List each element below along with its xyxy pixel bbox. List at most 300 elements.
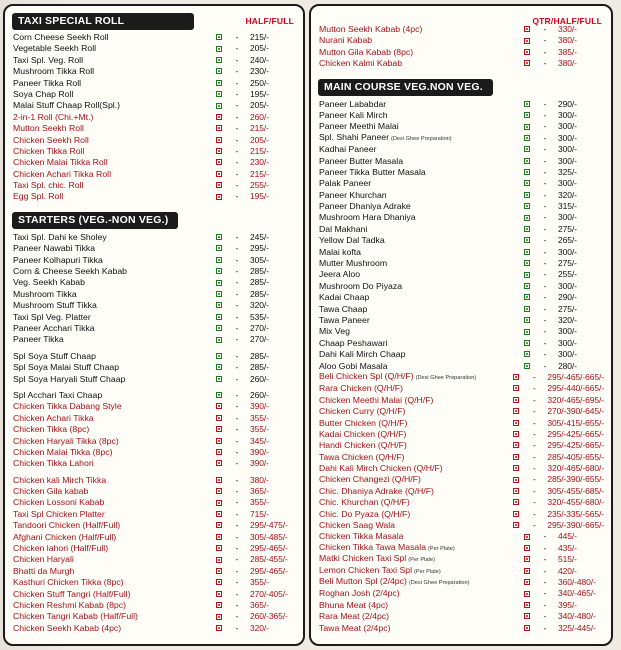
item-name: Paneer Lababdar: [319, 98, 387, 109]
item-price: 255/-: [558, 269, 577, 280]
nonveg-mark-icon: [522, 588, 532, 599]
nonveg-mark-icon: [214, 497, 224, 508]
left-column: [3, 4, 305, 646]
price-leader: -: [543, 246, 547, 257]
item-price: 300/-: [558, 337, 577, 348]
menu-item-row: [318, 326, 604, 337]
veg-mark-icon: [522, 281, 532, 292]
item-price: 215/-: [250, 123, 269, 134]
item-name: Chicken Tikka Dabang Style: [13, 401, 122, 412]
menu-item-row: [12, 532, 296, 543]
item-name: Corn & Cheese Seekh Kabab: [13, 266, 127, 277]
item-price: 325/-445/-: [558, 622, 596, 633]
item-name: Dahi Kali Mirch Chaap: [319, 349, 406, 360]
nonveg-mark-icon: [214, 577, 224, 588]
price-leader: -: [543, 258, 547, 269]
item-price: 280/-: [558, 360, 577, 371]
item-price: 355/-: [250, 424, 269, 435]
item-price: 390/-: [250, 458, 269, 469]
price-leader: -: [235, 458, 239, 469]
right-column: [309, 4, 613, 646]
menu-item-row: [12, 191, 296, 202]
menu-item-row: [12, 334, 296, 345]
price-leader: -: [235, 412, 239, 423]
menu-item-row: [12, 300, 296, 311]
price-leader: -: [235, 424, 239, 435]
item-price: 320/-: [558, 314, 577, 325]
veg-mark-icon: [214, 89, 224, 100]
nonveg-mark-icon: [511, 406, 521, 417]
price-leader: -: [235, 254, 239, 265]
nonveg-mark-icon: [214, 112, 224, 123]
price-leader: -: [235, 311, 239, 322]
veg-mark-icon: [522, 326, 532, 337]
item-name: Dal Makhani: [319, 223, 368, 234]
item-list-kabab-continued: [318, 24, 604, 70]
nonveg-mark-icon: [511, 497, 521, 508]
menu-item-row: [12, 577, 296, 588]
item-price: 300/-: [558, 326, 577, 337]
veg-mark-icon: [214, 312, 224, 323]
item-price: 205/-: [250, 43, 269, 54]
item-price: 315/-: [558, 201, 577, 212]
item-price: 290/-: [558, 292, 577, 303]
item-name: Corn Cheese Seekh Roll: [13, 32, 109, 42]
veg-mark-icon: [522, 201, 532, 212]
item-name: Chicken Tikka Masala: [319, 531, 404, 542]
item-name: Paneer Dhaniya Adrake: [319, 201, 411, 212]
menu-item-row: [12, 89, 296, 100]
nonveg-mark-icon: [214, 566, 224, 577]
item-name: Spl Acchari Taxi Chaap: [13, 389, 103, 400]
price-leader: -: [235, 435, 239, 446]
item-price: 305/-455/-685/-: [547, 485, 604, 496]
item-name: Spl Soya Haryali Stuff Chaap: [13, 373, 126, 384]
item-price: 300/-: [558, 212, 577, 223]
item-price: 250/-: [250, 77, 269, 88]
menu-item-row: [12, 43, 296, 54]
veg-mark-icon: [522, 361, 532, 372]
item-name: Chicken Reshmi Kabab (8pc): [13, 599, 126, 610]
price-leader: -: [532, 508, 536, 519]
menu-item-row: [12, 401, 296, 412]
item-price: 395/-: [558, 599, 577, 610]
item-note: (Per Plate): [414, 568, 441, 575]
item-price: 285/-390/-655/-: [547, 474, 604, 485]
price-leader: -: [543, 269, 547, 280]
item-name: Chicken Changezi (Q/H/F): [319, 474, 421, 485]
item-price: 285/-405/-655/-: [547, 451, 604, 462]
item-name: Chicken Tikka Roll: [13, 145, 85, 156]
veg-mark-icon: [522, 144, 532, 155]
item-name: Butter Chicken (Q/H/F): [319, 417, 408, 428]
item-note: (Desi Ghee Preparation): [391, 135, 452, 142]
price-leader: -: [532, 417, 536, 428]
price-leader: -: [543, 189, 547, 200]
veg-mark-icon: [522, 99, 532, 110]
item-name: Nurani Kabab: [319, 35, 373, 46]
nonveg-mark-icon: [511, 486, 521, 497]
item-price: 380/-: [250, 474, 269, 485]
item-name: Chicken Stuff Tangri (Half/Full): [13, 588, 131, 599]
menu-item-row: [12, 243, 296, 254]
item-name: Chicken Tikka (8pc): [13, 424, 90, 435]
item-name: Taxi Spl. chic. Roll: [13, 180, 84, 191]
menu-item-row: [318, 315, 604, 326]
item-name: Mushroom Stuff Tikka: [13, 300, 97, 311]
item-name: Mutter Mushroom: [319, 258, 388, 269]
item-name: Chicken kali Mirch Tikka: [13, 474, 107, 485]
item-price: 355/-: [250, 577, 269, 588]
item-price: 320/-: [250, 300, 269, 311]
item-price: 285/-: [250, 266, 269, 277]
menu-item-row: [12, 566, 296, 577]
item-price: 270/-390/-645/-: [547, 406, 604, 417]
price-leader: -: [235, 43, 239, 54]
section-units: QTR/HALF/FULL: [532, 16, 602, 26]
price-leader: -: [235, 32, 239, 42]
price-leader: -: [235, 180, 239, 191]
veg-mark-icon: [522, 156, 532, 167]
veg-mark-icon: [522, 133, 532, 144]
item-name: Kadai Chicken (Q/H/F): [319, 428, 407, 439]
nonveg-mark-icon: [511, 372, 521, 383]
price-leader: -: [235, 446, 239, 457]
item-name: Chicken Haryali: [13, 554, 74, 565]
menu-item-row: [12, 232, 296, 243]
item-price: 535/-: [250, 311, 269, 322]
price-leader: -: [235, 334, 239, 345]
menu-item-row: [318, 269, 604, 280]
price-leader: -: [532, 428, 536, 439]
nonveg-mark-icon: [214, 123, 224, 134]
item-price: 215/-: [250, 145, 269, 156]
item-price: 305/-415/-655/-: [547, 417, 604, 428]
price-leader: -: [235, 508, 239, 519]
item-name: Spl. Shahi Paneer (Desi Ghee Preparation): [319, 131, 452, 142]
menu-item-row: [318, 212, 604, 223]
price-leader: -: [235, 88, 239, 99]
item-name: Beli Chicken Spl (Q/H/F) (Desi Ghee Preparation): [319, 370, 477, 381]
price-leader: -: [543, 542, 547, 553]
nonveg-mark-icon: [214, 447, 224, 458]
price-leader: -: [543, 98, 547, 109]
price-leader: -: [235, 520, 239, 531]
menu-item-row: [12, 277, 296, 288]
price-leader: -: [532, 463, 536, 474]
item-price: 300/-: [558, 132, 577, 143]
menu-item-row: [318, 588, 604, 599]
item-price: 275/-: [558, 303, 577, 314]
menu-item-row: [318, 338, 604, 349]
item-name: Paneer Khurchan: [319, 189, 387, 200]
section-title: MAIN COURSE VEG.NON VEG.: [318, 79, 493, 96]
menu-item-row: [12, 289, 296, 300]
section-header-starters: [12, 212, 296, 230]
price-leader: -: [543, 235, 547, 246]
nonveg-mark-icon: [522, 623, 532, 634]
item-name: Chicken Tikka Lahori: [13, 458, 94, 469]
menu-item-row: [318, 47, 604, 58]
item-price: 385/-: [558, 46, 577, 57]
item-price: 320/-465/-695/-: [547, 394, 604, 405]
nonveg-mark-icon: [214, 589, 224, 600]
menu-item-row: [318, 156, 604, 167]
nonveg-mark-icon: [214, 611, 224, 622]
item-price: 515/-: [558, 554, 577, 565]
nonveg-mark-icon: [522, 35, 532, 46]
item-price: 380/-: [558, 35, 577, 46]
veg-mark-icon: [522, 178, 532, 189]
item-price: 235/-335/-565/-: [547, 508, 604, 519]
item-price: 295/-390/-665/-: [547, 520, 604, 531]
veg-mark-icon: [214, 323, 224, 334]
nonveg-mark-icon: [522, 566, 532, 577]
item-price: 295/-440/-665/-: [547, 383, 604, 394]
item-name: Chicken Gila kabab: [13, 486, 89, 497]
item-list-main-course: [318, 99, 604, 634]
price-leader: -: [235, 123, 239, 134]
nonveg-mark-icon: [214, 475, 224, 486]
menu-item-row: [318, 600, 604, 611]
menu-item-row: [12, 486, 296, 497]
veg-mark-icon: [522, 349, 532, 360]
item-name: Malai kofta: [319, 246, 362, 257]
menu-item-row: [12, 589, 296, 600]
price-leader: -: [532, 485, 536, 496]
item-name: Tawa Chaap: [319, 303, 368, 314]
item-price: 270/-405/-: [250, 588, 288, 599]
menu-item-row: [12, 32, 296, 43]
item-name: Dahi Kali Mirch Chicken (Q/H/F): [319, 463, 443, 474]
price-leader: -: [532, 394, 536, 405]
item-name: Chicken Meethi Malai (Q/H/F): [319, 394, 434, 405]
price-leader: -: [532, 406, 536, 417]
item-name: Paneer Nawabi Tikka: [13, 243, 96, 254]
price-leader: -: [543, 611, 547, 622]
nonveg-mark-icon: [511, 429, 521, 440]
nonveg-mark-icon: [214, 436, 224, 447]
item-price: 345/-: [250, 435, 269, 446]
price-leader: -: [235, 77, 239, 88]
price-leader: -: [235, 134, 239, 145]
nonveg-mark-icon: [522, 543, 532, 554]
item-name: Tandoori Chicken (Half/Full): [13, 520, 121, 531]
item-price: 275/-: [558, 258, 577, 269]
menu-item-row: [318, 406, 604, 417]
menu-item-row: [318, 395, 604, 406]
item-name: Kadai Chaap: [319, 292, 370, 303]
price-leader: -: [543, 314, 547, 325]
price-leader: -: [235, 54, 239, 65]
item-list-taxi-special-roll: [12, 32, 296, 203]
nonveg-mark-icon: [511, 395, 521, 406]
nonveg-mark-icon: [214, 157, 224, 168]
menu-item-row: [12, 323, 296, 334]
price-leader: -: [543, 326, 547, 337]
item-price: 435/-: [558, 542, 577, 553]
item-price: 445/-: [558, 531, 577, 542]
item-price: 230/-: [250, 157, 269, 168]
item-price: 300/-: [558, 155, 577, 166]
price-leader: -: [543, 588, 547, 599]
price-leader: -: [235, 231, 239, 242]
item-name: Paneer Meethi Malai: [319, 121, 399, 132]
menu-item-row: [318, 520, 604, 531]
price-leader: -: [543, 280, 547, 291]
item-name: Egg Spl. Roll: [13, 191, 64, 202]
item-price: 305/-: [250, 254, 269, 265]
price-leader: -: [543, 576, 547, 587]
price-leader: -: [543, 599, 547, 610]
menu-item-row: [318, 167, 604, 178]
price-leader: -: [235, 622, 239, 633]
menu-item-row: [318, 440, 604, 451]
item-price: 295/-: [250, 243, 269, 254]
price-leader: -: [235, 66, 239, 77]
menu-item-row: [12, 180, 296, 191]
price-leader: -: [543, 622, 547, 633]
veg-mark-icon: [522, 315, 532, 326]
nonveg-mark-icon: [511, 520, 521, 531]
nonveg-mark-icon: [214, 554, 224, 565]
menu-item-row: [12, 100, 296, 111]
menu-item-row: [12, 413, 296, 424]
item-name: Veg. Seekh Kabab: [13, 277, 85, 288]
item-price: 340/-480/-: [558, 611, 596, 622]
menu-item-row: [318, 418, 604, 429]
item-price: 255/-: [250, 180, 269, 191]
price-leader: -: [235, 611, 239, 622]
menu-item-row: [12, 390, 296, 401]
price-leader: -: [543, 292, 547, 303]
menu-item-row: [318, 224, 604, 235]
menu-item-row: [318, 110, 604, 121]
item-name: Aloo Gobi Masala: [319, 360, 388, 371]
nonveg-mark-icon: [522, 531, 532, 542]
item-price: 285/-455/-: [250, 554, 288, 565]
item-name: Chicken lahori (Half/Full): [13, 543, 109, 554]
price-leader: -: [235, 145, 239, 156]
item-price: 300/-: [558, 280, 577, 291]
price-leader: -: [543, 201, 547, 212]
menu-item-row: [12, 135, 296, 146]
price-leader: -: [543, 337, 547, 348]
item-price: 205/-: [250, 134, 269, 145]
item-name: Tawa Chicken (Q/H/F): [319, 451, 405, 462]
menu-item-row: [318, 611, 604, 622]
menu-item-row: [318, 304, 604, 315]
menu-item-row: [12, 351, 296, 362]
veg-mark-icon: [522, 167, 532, 178]
item-name: Chicken Haryali Tikka (8pc): [13, 435, 119, 446]
veg-mark-icon: [214, 374, 224, 385]
nonveg-mark-icon: [214, 623, 224, 634]
item-name: Lemon Chicken Taxi Spl (Per Plate): [319, 564, 441, 575]
item-price: 285/-: [250, 277, 269, 288]
item-price: 295/-425/-665/-: [547, 428, 604, 439]
item-name: Chicken Achari Tikka Roll: [13, 168, 112, 179]
menu-item-row: [318, 486, 604, 497]
veg-mark-icon: [214, 243, 224, 254]
veg-mark-icon: [522, 212, 532, 223]
nonveg-mark-icon: [214, 486, 224, 497]
menu-item-row: [12, 543, 296, 554]
veg-mark-icon: [214, 100, 224, 111]
nonveg-mark-icon: [214, 191, 224, 202]
nonveg-mark-icon: [511, 452, 521, 463]
price-leader: -: [543, 531, 547, 542]
menu-item-row: [318, 201, 604, 212]
price-leader: -: [235, 565, 239, 576]
price-leader: -: [543, 554, 547, 565]
price-leader: -: [543, 360, 547, 371]
item-name: Palak Paneer: [319, 178, 372, 189]
item-price: 260/-: [250, 111, 269, 122]
price-leader: -: [235, 389, 239, 400]
price-leader: -: [235, 277, 239, 288]
nonveg-mark-icon: [522, 58, 532, 69]
item-price: 265/-: [558, 235, 577, 246]
veg-mark-icon: [214, 78, 224, 89]
menu-item-row: [318, 258, 604, 269]
nonveg-mark-icon: [511, 418, 521, 429]
item-price: 295/-425/-665/-: [547, 440, 604, 451]
menu-item-row: [12, 458, 296, 469]
menu-item-row: [318, 349, 604, 360]
section-title: TAXI SPECIAL ROLL: [12, 13, 194, 30]
price-leader: -: [235, 191, 239, 202]
item-price: 295/-465/-: [250, 565, 288, 576]
price-leader: -: [543, 155, 547, 166]
menu-item-row: [318, 372, 604, 383]
veg-mark-icon: [214, 334, 224, 345]
item-name: Spl Soya Stuff Chaap: [13, 350, 96, 361]
nonveg-mark-icon: [214, 543, 224, 554]
item-name: Paneer Butter Masala: [319, 155, 404, 166]
menu-item-row: [12, 78, 296, 89]
item-name: Paneer Tikka: [13, 334, 64, 345]
item-name: Paneer Kolhapuri Tikka: [13, 254, 103, 265]
item-note: (Desi Ghee Preparation): [408, 579, 470, 586]
veg-mark-icon: [214, 66, 224, 77]
nonveg-mark-icon: [522, 577, 532, 588]
item-price: 380/-: [558, 58, 577, 69]
price-leader: -: [532, 497, 536, 508]
menu-item-row: [318, 474, 604, 485]
menu-item-row: [318, 463, 604, 474]
veg-mark-icon: [214, 43, 224, 54]
item-name: Rara Meat (2/4pc): [319, 611, 390, 622]
item-name: Taxi Spl Chicken Platter: [13, 508, 105, 519]
veg-mark-icon: [522, 258, 532, 269]
item-name: Mushroom Tikka: [13, 288, 77, 299]
veg-mark-icon: [214, 289, 224, 300]
menu-item-row: [318, 383, 604, 394]
price-leader: -: [543, 349, 547, 360]
item-price: 215/-: [250, 32, 269, 42]
price-leader: -: [235, 543, 239, 554]
item-name: Yellow Dal Tadka: [319, 235, 385, 246]
price-leader: -: [235, 243, 239, 254]
item-price: 320/-: [558, 189, 577, 200]
item-price: 240/-: [250, 54, 269, 65]
item-price: 300/-: [558, 121, 577, 132]
menu-item-row: [12, 497, 296, 508]
item-list-starters: [12, 232, 296, 634]
veg-mark-icon: [522, 121, 532, 132]
menu-item-row: [12, 623, 296, 634]
